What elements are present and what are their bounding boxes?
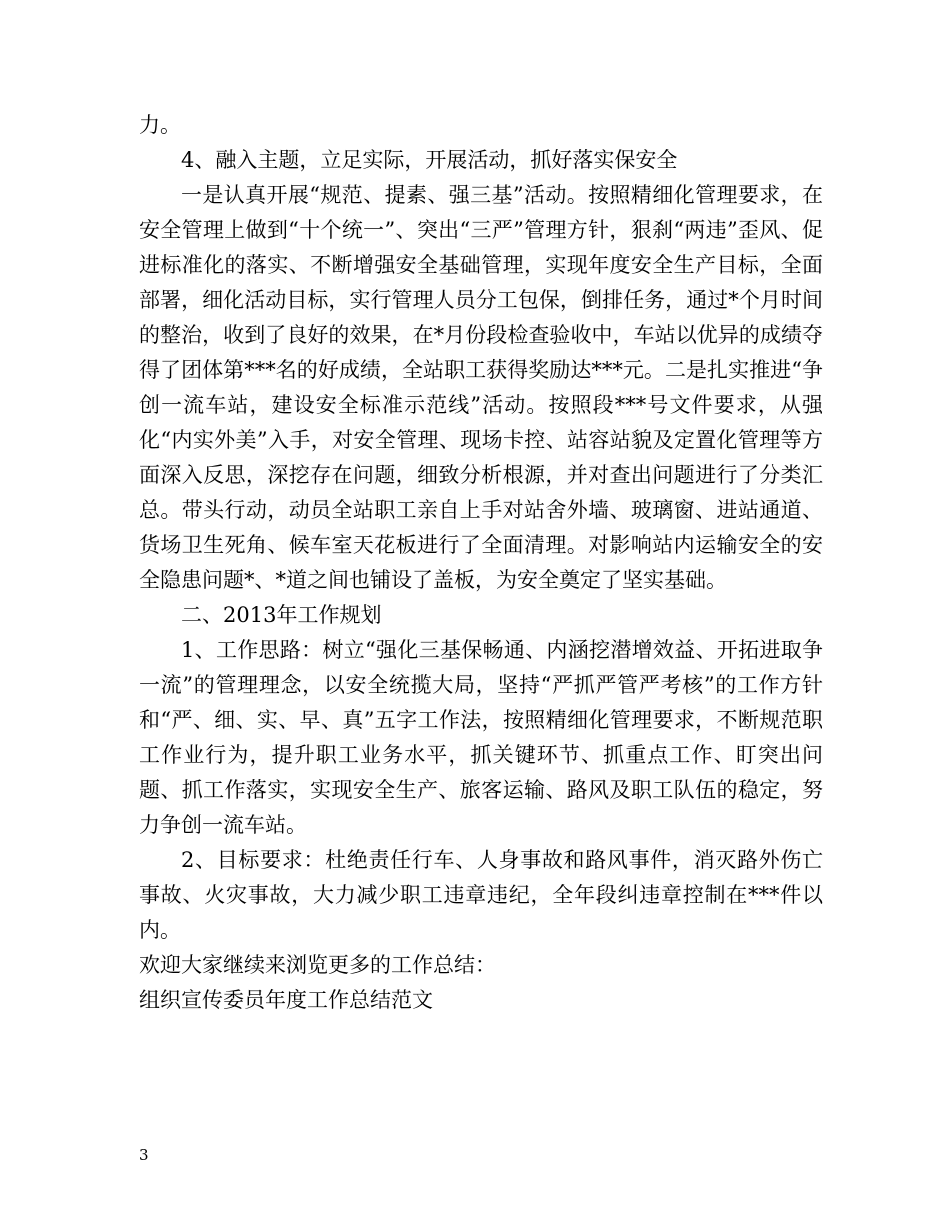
section-heading-4: 4、融入主题，立足实际，开展活动，抓好落实保安全 — [181, 148, 678, 172]
section-heading-plan-2013: 二、2013年工作规划 — [181, 603, 382, 627]
browse-more-text: 欢迎大家继续来浏览更多的工作总结： — [139, 953, 496, 977]
document-body — [139, 108, 823, 1018]
paragraph-goals: 2、目标要求：杜绝责任行车、人身事故和路风事件，消灭路外伤亡事故、火灾事故，大力减少职工违章违纪，全年段纠违章控制在***件以内。 — [139, 848, 823, 942]
page-number: 3 — [139, 1146, 149, 1164]
paragraph-work-approach: 1、工作思路：树立“强化三基保畅通、内涵挖潜增效益、开拓进取争一流”的管理理念，以安全统揽大局，坚持“严抓严管严考核”的工作方针和“严、细、实、早、真”五字工作法，按照精细化管理要求，不断规范职工作业行为，提升职工业务水平，抓关键环节、抓重点工作、盯突出问题、抓工作落实，实现安全生产、旅客运输、路风及职工队伍的稳定，努力争创一流车站。 — [139, 638, 823, 837]
paragraph-continuation: 力。 — [139, 113, 181, 137]
related-article-title: 组织宣传委员年度工作总结范文 — [139, 988, 433, 1012]
paragraph-activities: 一是认真开展“规范、提素、强三基”活动。按照精细化管理要求，在安全管理上做到“十个统一”、突出“三严”管理方针，狠刹“两违”歪风、促进标准化的落实、不断增强安全基础管理，实现年度安全生产目标，全面部署，细化活动目标，实行管理人员分工包保，倒排任务，通过*个月时间的整治，收到了良好的效果，在*月份段检查验收中，车站以优异的成绩夺得了团体第***名的好成绩，全站职工获得奖励达***元。二是扎实推进“争创一流车站，建设安全标准示范线”活动。按照段***号文件要求，从强化“内实外美”入手，对安全管理、现场卡控、站容站貌及定置化管理等方面深入反思，深挖存在问题，细致分析根源，并对查出问题进行了分类汇总。带头行动，动员全站职工亲自上手对站舍外墙、玻璃窗、进站通道、货场卫生死角、候车室天花板进行了全面清理。对影响站内运输安全的安全隐患问题*、*道之间也铺设了盖板，为安全奠定了坚实基础。 — [139, 183, 823, 592]
